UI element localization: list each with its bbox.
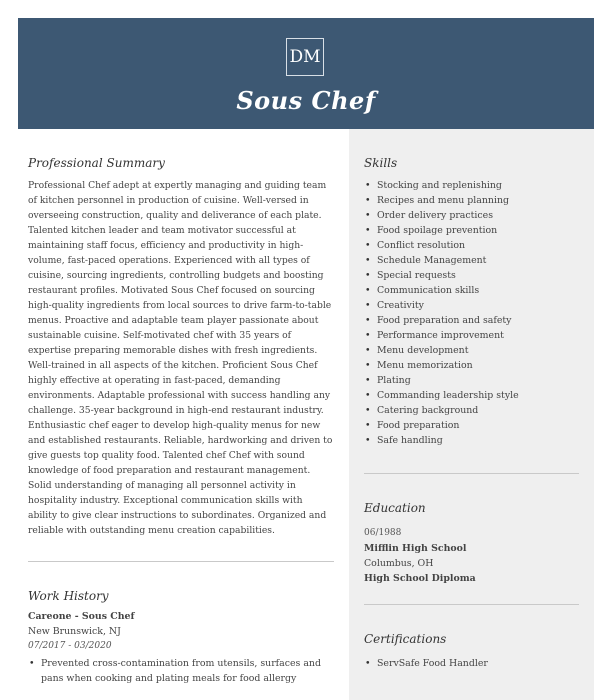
job-bullets xyxy=(28,656,334,686)
skill-item: • Menu memorization xyxy=(364,358,579,373)
education-heading: Education xyxy=(364,501,426,515)
skills-list xyxy=(364,178,579,448)
work-history-section xyxy=(28,589,334,686)
professional-summary-section xyxy=(28,156,334,538)
skill-item: • Creativity xyxy=(364,298,579,313)
skill-item: • Food spoilage prevention xyxy=(364,223,579,238)
skills-section xyxy=(364,156,579,448)
certifications-heading: Certifications xyxy=(364,632,447,646)
school-location: Columbus, OH xyxy=(364,558,434,569)
skill-item: • Stocking and replenishing xyxy=(364,178,579,193)
education-date: 06/1988 xyxy=(364,528,402,538)
school-name: Mifflin High School xyxy=(364,543,467,554)
job-location: New Brunswick, NJ xyxy=(28,626,121,637)
certifications-section xyxy=(364,632,579,671)
skill-item: • Recipes and menu planning xyxy=(364,193,579,208)
section-divider xyxy=(28,561,334,562)
certifications-list xyxy=(364,656,579,671)
main-column xyxy=(28,129,334,686)
skill-item: • Plating xyxy=(364,373,579,388)
summary-text: Professional Chef adept at expertly managing and guiding team of kitchen personnel in production of cuisine. Well-versed in overseeing construction, quality and deliverance of each plate. Talented kitchen leader and team motivator successful at maintaining staff focus, efficiency and productivity in high-volume, fast-paced operations. Experienced with all types of cuisine, sourcing ingredients, controlling budgets and boosting restaurant profiles. Motivated Sous Chef focused on sourcing high-quality ingredients from local sources to drive farm-to-table menus. Proactive and adaptable team player passionate about sustainable cuisine. Self-motivated chef with 35 years of expertise preparing memorable dishes with fresh ingredients. Well-trained in all aspects of the kitchen. Proficient Sous Chef highly effective at operating in fast-paced, demanding environments. Adaptable professional with success handling any challenge. 35-year background in high-end restaurant industry. Enthusiastic chef eager to develop high-quality menus for new and established restaurants. Reliable, hardworking and driven to give guests top quality food. Talented chef Chef with sound knowledge of food preparation and restaurant management. Solid understanding of managing all personnel activity in hospitality industry. Exceptional communication skills with ability to give clear instructions to subordinates. Organized and reliable with outstanding menu creation capabilities. xyxy=(28,180,333,536)
skill-item: • Safe handling xyxy=(364,433,579,448)
skill-item: • Commanding leadership style xyxy=(364,388,579,403)
job-bullet: • Prevented cross-contamination from utensils, surfaces and pans when cooking and plating meals for food allergy xyxy=(28,656,334,686)
summary-heading: Professional Summary xyxy=(28,156,165,170)
sidebar-column xyxy=(364,129,579,671)
skill-item: • Menu development xyxy=(364,343,579,358)
monogram-badge: DM xyxy=(286,38,324,76)
skill-item: • Order delivery practices xyxy=(364,208,579,223)
skill-item: • Food preparation xyxy=(364,418,579,433)
job-title: Careone - Sous Chef xyxy=(28,611,135,622)
job-dates: 07/2017 - 03/2020 xyxy=(28,641,112,651)
skill-item: • Communication skills xyxy=(364,283,579,298)
skill-item: • Schedule Management xyxy=(364,253,579,268)
skills-heading: Skills xyxy=(364,156,398,170)
skill-item: • Catering background xyxy=(364,403,579,418)
education-section xyxy=(364,501,579,586)
page-title: Sous Chef xyxy=(236,86,376,115)
skill-item: • Food preparation and safety xyxy=(364,313,579,328)
skill-item: • Performance improvement xyxy=(364,328,579,343)
skill-item: • Conflict resolution xyxy=(364,238,579,253)
section-divider xyxy=(364,604,579,605)
skill-item: • Special requests xyxy=(364,268,579,283)
work-history-heading: Work History xyxy=(28,589,109,603)
degree: High School Diploma xyxy=(364,573,476,584)
certification-item: • ServSafe Food Handler xyxy=(364,656,579,671)
section-divider xyxy=(364,473,579,474)
